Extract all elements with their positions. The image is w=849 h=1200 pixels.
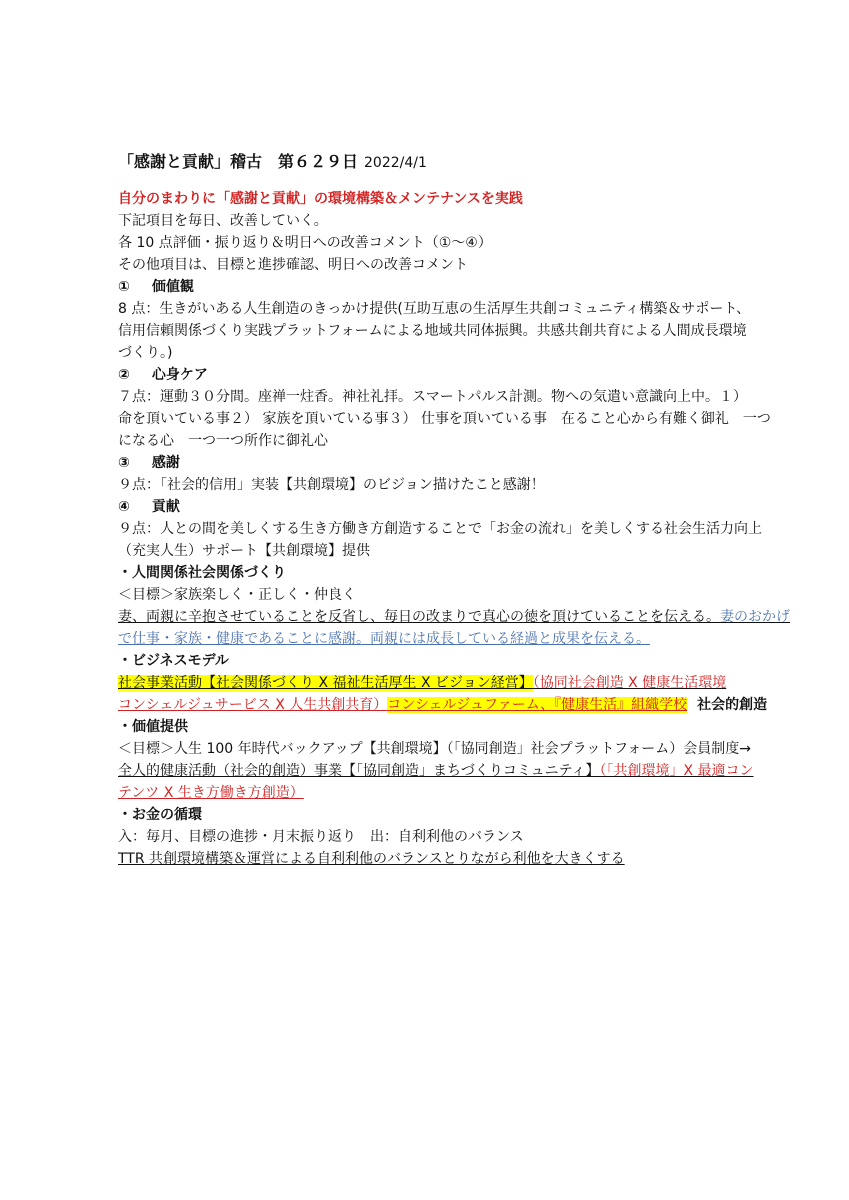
document-page bbox=[118, 150, 790, 870]
business-heading: ・ビジネスモデル bbox=[118, 653, 229, 669]
relations-text-blue: 妻のおかげ bbox=[720, 609, 790, 625]
value-line-1: ＜目標＞人生 100 年時代バックアップ【共創環境】（「協同創造」社会プラットフォーム）会員制度→ bbox=[118, 741, 751, 757]
money-line-2: TTR 共創環境構築＆運営による自利利他のバランスとりながら利他を大きくする bbox=[118, 851, 625, 867]
document-title bbox=[118, 150, 748, 174]
section-number: ② bbox=[118, 367, 130, 383]
care-line-3: になる心 一つ一つ所作に御礼心 bbox=[118, 433, 328, 449]
section-heading-contribution bbox=[118, 496, 748, 518]
intro-line-1: 下記項目を毎日、改善していく。 bbox=[118, 213, 328, 229]
section-heading-care bbox=[118, 364, 748, 386]
business-highlight-1: 社会事業活動【社会関係づくり X 福祉生活厚生 X ビジョン経営】 bbox=[118, 675, 533, 691]
value-line-2 bbox=[118, 760, 754, 782]
intro-line-2: 各 10 点評価・振り返り＆明日への改善コメント（①～④） bbox=[118, 235, 492, 251]
relations-line-2: で仕事・家族・健康であることに感謝。両親には成長している経過と成果を伝える。 bbox=[118, 631, 650, 647]
section-number: ③ bbox=[118, 455, 130, 471]
lead-statement: 自分のまわりに「感謝と貢献」の環境構築＆メンテナンスを実践 bbox=[118, 191, 523, 207]
section-heading-gratitude bbox=[118, 452, 748, 474]
value-text-black: 全人的健康活動（社会的創造）事業【「協同創造」まちづくりコミュニティ】 bbox=[118, 763, 600, 779]
relations-line-1 bbox=[118, 606, 790, 628]
intro-line-3: その他項目は、目標と進捗確認、明日への改善コメント bbox=[118, 257, 468, 273]
section-title: 感謝 bbox=[151, 455, 180, 471]
care-line-2: 命を頂いている事２） 家族を頂いている事３） 仕事を頂いている事 在ること心から有難く御礼 一つ bbox=[118, 411, 771, 427]
section-title: 心身ケア bbox=[151, 367, 208, 383]
values-line-1: 8 点：生きがいある人生創造のきっかけ提供(互助互恵の生活厚生共創コミュニティ構築＆サポート、 bbox=[118, 301, 751, 317]
business-line-2 bbox=[118, 694, 768, 716]
value-line-3: テンツ X 生き方働き方創造） bbox=[118, 785, 304, 801]
values-line-2: 信用信頼関係づくり実践プラットフォームによる地域共同体振興。共感共創共育による人間成長環境 bbox=[118, 323, 747, 339]
contribution-line-2: （充実人生）サポート【共創環境】提供 bbox=[118, 543, 370, 559]
section-title: 価値観 bbox=[151, 279, 194, 295]
value-heading: ・価値提供 bbox=[118, 719, 188, 735]
business-line-1 bbox=[118, 672, 748, 694]
money-line-1: 入：毎月、目標の進捗・月末振り返り 出：自利利他のバランス bbox=[118, 829, 524, 845]
section-number: ④ bbox=[118, 499, 130, 515]
value-text-red: （「共創環境」X 最適コン bbox=[599, 763, 754, 779]
business-red-1: （協同社会創造 X 健康生活環境 bbox=[532, 675, 727, 691]
relations-text-black: 妻、両親に辛抱させていることを反省し、毎日の改まりで真心の徳を頂けていることを伝える。 bbox=[118, 609, 720, 625]
gratitude-line-1: ９点：「社会的信用」実装【共創環境】のビジョン描けたこと感謝！ bbox=[118, 477, 545, 493]
relations-heading: ・人間関係社会関係づくり bbox=[118, 565, 286, 581]
care-line-1: ７点：運動３０分間。座禅一炷香。神社礼拝。スマートパルス計測。物への気遣い意識向上中。１） bbox=[118, 389, 748, 405]
section-title: 貢献 bbox=[151, 499, 180, 515]
contribution-line-1: ９点：人との間を美しくする生き方働き方創造することで「お金の流れ」を美しくする社会生活力向上 bbox=[118, 521, 762, 537]
relations-goal: ＜目標＞家族楽しく・正しく・仲良く bbox=[118, 587, 356, 603]
business-highlight-2: コンシェルジュファーム、『健康生活』組織学校 bbox=[387, 697, 688, 713]
values-line-3: づくり。) bbox=[118, 345, 173, 361]
section-heading-values bbox=[118, 276, 748, 298]
section-number: ① bbox=[118, 279, 130, 295]
title-date: 2022/4/1 bbox=[364, 155, 427, 171]
title-text: 「感謝と貢献」稽古 第６２９日 bbox=[118, 152, 359, 171]
business-bold: 社会的創造 bbox=[697, 697, 768, 713]
money-heading: ・お金の循環 bbox=[118, 807, 202, 823]
business-red-2: コンシェルジュサービス X 人生共創共育） bbox=[118, 697, 388, 713]
